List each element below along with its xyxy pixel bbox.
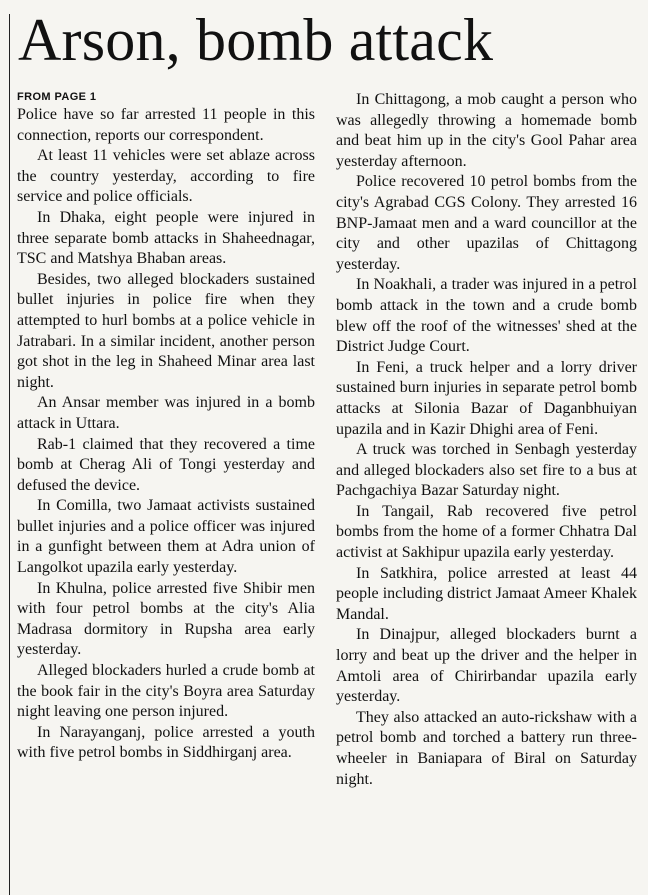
paragraph: Police recovered 10 petrol bombs from the city's Agrabad CGS Colony. They arrested 16 BNP-Jamaat men and a ward councillor at the city and other upazilas of Chittagong yesterday.: [336, 173, 637, 273]
paragraph: Alleged blockaders hurled a crude bomb at the book fair in the city's Boyra area Saturday night leaving one person injured.: [17, 662, 315, 721]
column-rule: [9, 14, 10, 895]
paragraph: In Dhaka, eight people were injured in three separate bomb attacks in Shaheednagar, TSC and Matshya Bhaban areas.: [17, 208, 315, 268]
paragraph: Besides, two alleged blockaders sustained bullet injuries in police fire when they attempted to hurl bombs at a police vehicle in Jatrabari. In a similar incident, another person got shot in the leg in Shaheed Minar area last night.: [17, 270, 315, 391]
paragraph: They also attacked an auto-rickshaw with a petrol bomb and torched a battery run three-wheeler in Baniapara of Biral on Saturday night.: [336, 708, 637, 788]
paragraph: In Feni, a truck helper and a lorry driver sustained burn injuries in separate petrol bomb attacks at Silonia Bazar of Daganbhuiyan upazila and in Kazir Dhighi area of Feni.: [336, 358, 637, 438]
paragraph: In Satkhira, police arrested at least 44 people including district Jamaat Ameer Khalek Mandal.: [336, 564, 637, 623]
paragraph: Rab-1 claimed that they recovered a time bomb at Cherag Ali of Tongi yesterday and defused the device.: [17, 435, 315, 494]
paragraph: In Narayanganj, police arrested a youth with five petrol bombs in Siddhirganj area.: [17, 723, 315, 762]
right-column: [336, 90, 637, 790]
headline: Arson, bomb attack: [18, 7, 494, 73]
paragraph: In Tangail, Rab recovered five petrol bombs from the home of a former Chhatra Dal activist at Sakhipur upazila early yesterday.: [336, 502, 637, 562]
kicker: FROM PAGE 1: [17, 91, 97, 103]
paragraph: Police have so far arrested 11 people in this connection, reports our correspondent.: [17, 106, 315, 144]
left-column: [17, 90, 315, 764]
paragraph: At least 11 vehicles were set ablaze across the country yesterday, according to fire service and police officials.: [17, 147, 315, 206]
paragraph: In Khulna, police arrested five Shibir men with four petrol bombs at the city's Alia Madrasa dormitory in Rupsha area early yesterday.: [17, 579, 315, 659]
paragraph: A truck was torched in Senbagh yesterday and alleged blockaders also set fire to a bus at Pachgachiya Bazar Saturday night.: [336, 441, 637, 500]
paragraph: In Dinajpur, alleged blockaders burnt a lorry and beat up the driver and the helper in Amtoli area of Chirirbandar upazila early yesterday.: [336, 626, 637, 706]
paragraph: In Comilla, two Jamaat activists sustained bullet injuries and a police officer was injured in a gunfight between them at Adra union of Langolkot upazila early yesterday.: [17, 497, 315, 577]
paragraph: In Noakhali, a trader was injured in a petrol bomb attack in the town and a crude bomb blew off the roof of the witnesses' shed at the District Judge Court.: [336, 276, 637, 356]
paragraph: In Chittagong, a mob caught a person who was allegedly throwing a homemade bomb and beat him up in the city's Gool Pahar area yesterday afternoon.: [336, 91, 637, 170]
paragraph: An Ansar member was injured in a bomb attack in Uttara.: [17, 394, 315, 432]
